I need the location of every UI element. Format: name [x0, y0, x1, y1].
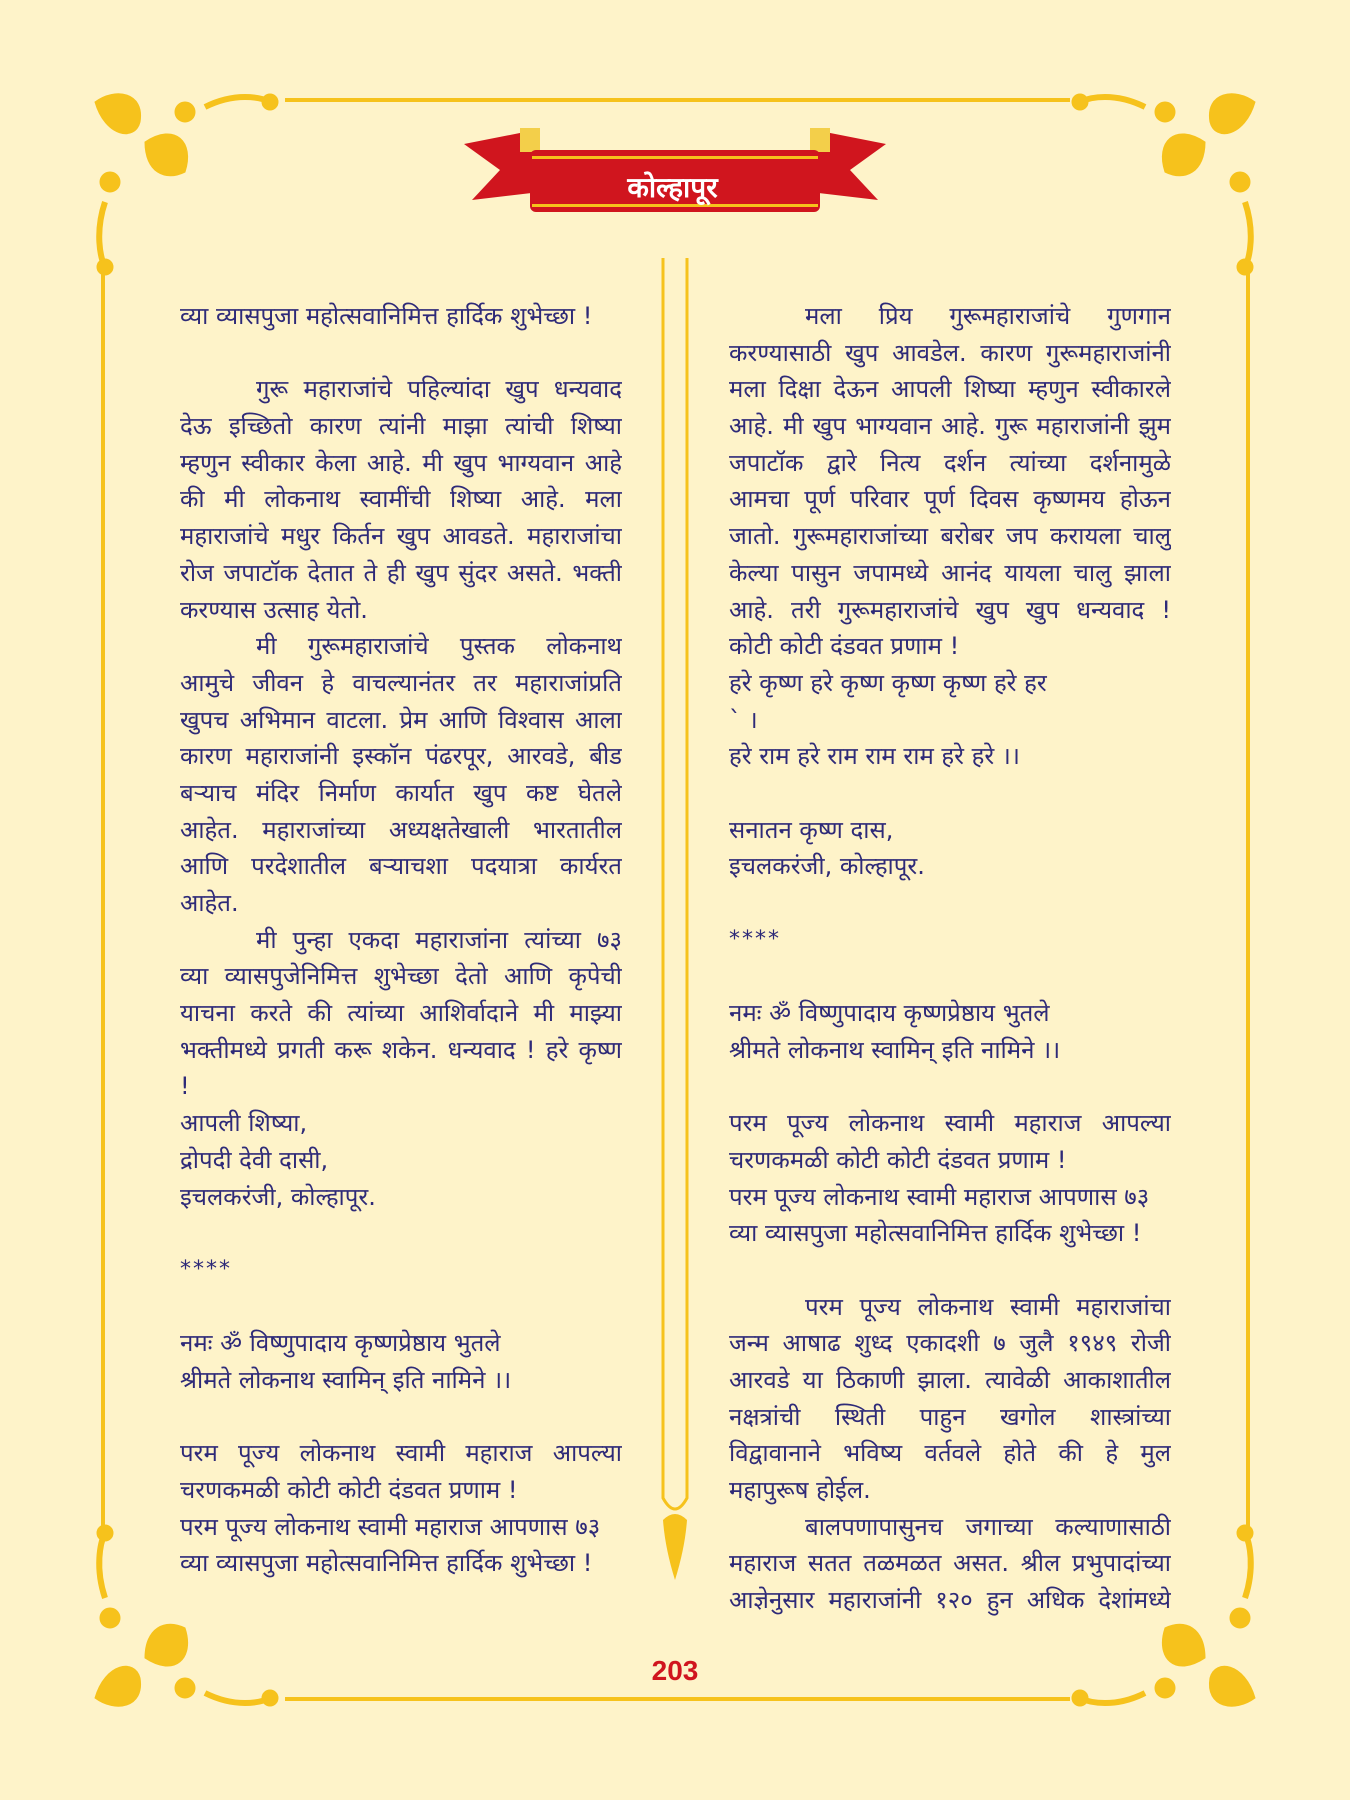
text-line: आपली शिष्या, — [180, 1109, 308, 1138]
corner-ornament-top-left — [85, 82, 285, 282]
text-line: बऱ्याच मंदिर निर्माण कार्यात खुप कष्ट घेतले — [180, 778, 622, 807]
text-line: हरे कृष्ण हरे कृष्ण कृष्ण कृष्ण हरे हर — [729, 668, 1047, 697]
text-line: आमुचे जीवन हे वाचल्यानंतर तर महाराजांप्रति — [180, 668, 622, 697]
text-line: केल्या पासुन जपामध्ये आनंद यायला चालु झाला — [729, 558, 1171, 587]
text-line: आहे. तरी गुरूमहाराजांचे खुप खुप धन्यवाद ! — [729, 595, 1171, 624]
text-line: मला दिक्षा देऊन आपली शिष्या म्हणुन स्वीकारले — [729, 375, 1171, 404]
blank-line — [729, 1068, 1171, 1105]
blank-line — [180, 1215, 622, 1252]
text-line: व्या व्यासपुजा महोत्सवानिमित्त हार्दिक शुभेच्छा ! — [180, 1549, 593, 1578]
text-line: म्हणुन स्वीकार केला आहे. मी खुप भाग्यवान आहे — [180, 448, 622, 477]
text-line: नमः ॐ विष्णुपादाय कृष्णप्रेष्ठाय भुतले — [729, 999, 1050, 1028]
text-line: नक्षत्रांची स्थिती पाहुन खगोल शास्त्रांच्या — [729, 1402, 1171, 1431]
text-line: देऊ इच्छितो कारण त्यांनी माझा त्यांची शिष्या — [180, 412, 622, 441]
blank-line — [180, 335, 622, 372]
section-separator: **** — [180, 1256, 232, 1282]
text-line: सनातन कृष्ण दास, — [729, 815, 894, 844]
text-line: परम पूज्य लोकनाथ स्वामी महाराज आपणास ७३ — [729, 1182, 1150, 1211]
text-line: परम पूज्य लोकनाथ स्वामी महाराज आपल्या — [729, 1109, 1171, 1138]
text-line: करण्यासाठी खुप आवडेल. कारण गुरूमहाराजांनी — [729, 338, 1171, 367]
text-line: चरणकमळी कोटी कोटी दंडवत प्रणाम ! — [729, 1145, 1067, 1174]
text-line: व्या व्यासपुजा महोत्सवानिमित्त हार्दिक शुभेच्छा ! — [180, 302, 593, 330]
blank-line — [180, 1399, 622, 1436]
text-line: आहेत. — [180, 889, 239, 917]
text-line: श्रीमते लोकनाथ स्वामिन् इति नामिने ।। — [729, 1035, 1061, 1064]
frame-top-line — [285, 98, 1070, 102]
text-line: मला प्रिय गुरूमहाराजांचे गुणगान — [805, 302, 1171, 330]
text-line: परम पूज्य लोकनाथ स्वामी महाराज आपल्या — [180, 1439, 622, 1468]
page-title: कोल्हापूर — [627, 171, 718, 204]
text-line: खुपच अभिमान वाटला. प्रेम आणि विश्वास आला — [180, 705, 622, 734]
blank-line — [729, 1252, 1171, 1289]
left-column — [180, 298, 622, 1582]
frame-right-line — [1246, 272, 1250, 1532]
column-divider — [655, 258, 695, 1583]
text-line: परम पूज्य लोकनाथ स्वामी महाराज आपणास ७३ — [180, 1512, 601, 1541]
text-line: इचलकरंजी, कोल्हापूर. — [180, 1182, 376, 1211]
text-line: ! — [180, 1072, 190, 1101]
text-line: की मी लोकनाथ स्वामींची शिष्या आहे. मला — [180, 485, 622, 514]
blank-line — [729, 958, 1171, 995]
text-line: नमः ॐ विष्णुपादाय कृष्णप्रेष्ठाय भुतले — [180, 1329, 501, 1358]
text-line: व्या व्यासपुजेनिमित्त शुभेच्छा देतो आणि कृपेची — [180, 962, 622, 991]
text-line: जातो. गुरूमहाराजांच्या बरोबर जप करायला चालु — [729, 522, 1171, 551]
section-separator: **** — [729, 926, 781, 952]
text-line: महाराजांचे मधुर किर्तन खुप आवडते. महाराजांचा — [180, 522, 622, 551]
corner-ornament-top-right — [1065, 82, 1265, 282]
text-line: विद्वावानाने भविष्य वर्तवले होते की हे मुल — [729, 1439, 1171, 1468]
text-line: व्या व्यासपुजा महोत्सवानिमित्त हार्दिक शुभेच्छा ! — [729, 1219, 1142, 1248]
text-line: आज्ञेनुसार महाराजांनी १२० हुन अधिक देशांमध्ये — [729, 1586, 1171, 1615]
text-line: गुरू महाराजांचे पहिल्यांदा खुप धन्यवाद — [256, 375, 622, 404]
text-line: ` । — [729, 705, 758, 734]
text-line: कारण महाराजांनी इस्कॉन पंढरपूर, आरवडे, बीड — [180, 742, 622, 771]
text-line: जन्म आषाढ शुध्द एकादशी ७ जुलै १९४९ रोजी — [729, 1329, 1171, 1358]
right-column — [729, 298, 1171, 1619]
text-line: इचलकरंजी, कोल्हापूर. — [729, 852, 925, 881]
text-line: रोज जपाटॉक देतात ते ही खुप सुंदर असते. भक्ती — [180, 558, 622, 587]
blank-line — [180, 1289, 622, 1326]
text-line: चरणकमळी कोटी कोटी दंडवत प्रणाम ! — [180, 1476, 518, 1504]
blank-line — [729, 775, 1171, 812]
text-line: श्रीमते लोकनाथ स्वामिन् इति नामिने ।। — [180, 1365, 512, 1394]
text-line: परम पूज्य लोकनाथ स्वामी महाराजांचा — [805, 1292, 1171, 1321]
text-line: बालपणापासुनच जगाच्या कल्याणासाठी — [805, 1512, 1171, 1541]
text-line: महाराज सतत तळमळत असत. श्रील प्रभुपादांच्या — [729, 1549, 1171, 1578]
text-line: जपाटॉक द्वारे नित्य दर्शन त्यांच्या दर्शनामुळे — [729, 448, 1171, 477]
frame-bottom-line — [285, 1697, 1070, 1701]
text-line: मी गुरूमहाराजांचे पुस्तक लोकनाथ — [256, 632, 622, 661]
text-line: आणि परदेशातील बऱ्याचशा पदयात्रा कार्यरत — [180, 852, 622, 881]
page-number: 203 — [651, 1655, 699, 1686]
text-line: कोटी कोटी दंडवत प्रणाम ! — [729, 632, 960, 661]
text-line: आहे. मी खुप भाग्यवान आहे. गुरू महाराजांनी झुम — [729, 412, 1171, 441]
text-line: मी पुन्हा एकदा महाराजांना त्यांच्या ७३ — [256, 925, 622, 954]
frame-left-line — [101, 272, 105, 1532]
text-line: महापुरूष होईल. — [729, 1476, 871, 1504]
text-line: आमचा पूर्ण परिवार पूर्ण दिवस कृष्णमय होऊन — [729, 485, 1171, 514]
text-line: भक्तीमध्ये प्रगती करू शकेन. धन्यवाद ! हरे कृष्ण — [180, 1035, 622, 1064]
text-line: आरवडे या ठिकाणी झाला. त्यावेळी आकाशातील — [729, 1365, 1171, 1394]
blank-line — [729, 885, 1171, 922]
text-line: द्रोपदी देवी दासी, — [180, 1145, 329, 1174]
text-line: हरे राम हरे राम राम राम हरे हरे ।। — [729, 742, 1020, 771]
text-line: करण्यास उत्साह येतो. — [180, 595, 368, 624]
text-line: याचना करते की त्यांच्या आशिर्वादाने मी माझ्या — [180, 999, 622, 1028]
text-line: आहेत. महाराजांच्या अध्यक्षतेखाली भारतातील — [180, 815, 622, 844]
